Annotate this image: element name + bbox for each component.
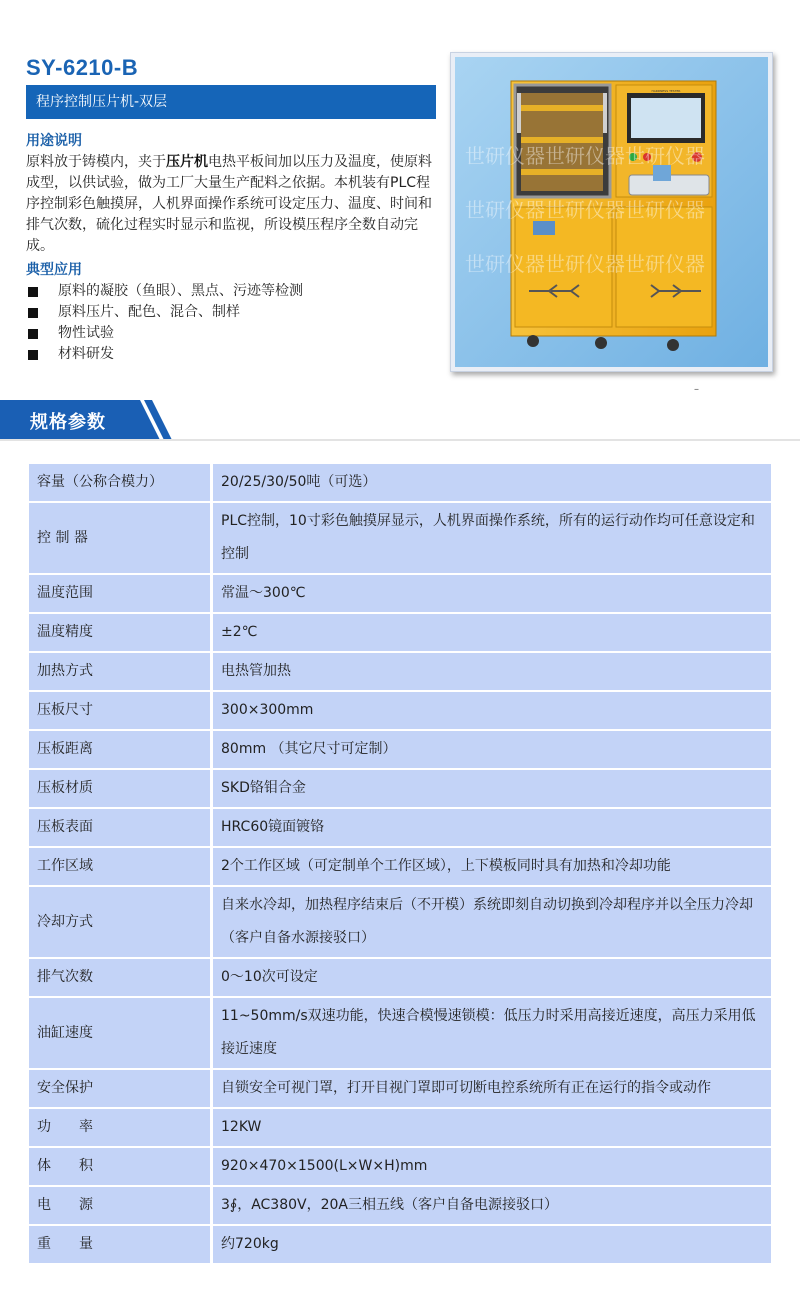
bullet-square-icon (28, 287, 38, 297)
spec-value: PLC控制，10寸彩色触摸屏显示，人机界面操作系统，所有的运行动作均可任意设定和控制 (213, 503, 771, 573)
list-item: 原料的凝胶（鱼眼）、黑点、污迹等检测 (26, 281, 436, 302)
table-row (29, 998, 771, 1068)
bullet-square-icon (28, 329, 38, 339)
usage-title: 用途说明 (26, 133, 82, 149)
list-item: 材料研发 (26, 344, 436, 365)
product-subtitle-bar: 程序控制压片机-双层 (26, 85, 436, 119)
table-row (29, 1148, 771, 1185)
spec-value: 2个工作区域（可定制单个工作区域），上下模板同时具有加热和冷却功能 (213, 848, 771, 885)
table-row (29, 1226, 771, 1263)
spec-value: 约720kg (213, 1226, 771, 1263)
usage-text-pre: 原料放于铸模内，夹于 (26, 154, 166, 170)
table-row (29, 731, 771, 768)
spec-key: 压板距离 (29, 731, 213, 768)
press-machine-illustration (451, 53, 772, 371)
spec-value: 80mm （其它尺寸可定制） (213, 731, 771, 768)
divider (0, 439, 800, 441)
table-row (29, 575, 771, 612)
spec-value: 常温～300℃ (213, 575, 771, 612)
spec-key: 安全保护 (29, 1070, 213, 1107)
table-row (29, 1187, 771, 1224)
spec-key: 温度范围 (29, 575, 213, 612)
table-row (29, 848, 771, 885)
spec-value: 920×470×1500(L×W×H)mm (213, 1148, 771, 1185)
spec-title: 规格参数 (30, 412, 106, 433)
spec-key: 温度精度 (29, 614, 213, 651)
list-item: 原料压片、配色、混合、制样 (26, 302, 436, 323)
photo-caption: – (694, 384, 699, 395)
product-model: SY-6210-B (26, 55, 139, 80)
table-row (29, 959, 771, 996)
spec-key: 压板表面 (29, 809, 213, 846)
table-row (29, 653, 771, 690)
spec-value: 电热管加热 (213, 653, 771, 690)
usage-text-post: 电热平板间加以压力及温度，使原料成型，以供试验，做为工厂大量生产配料之依据。本机装有PLC程序控制彩色触摸屏，人机界面操作系统可设定压力、温度、时间和排气次数，硫化过程实时显示和监视，所设模压程序全数自动完成。 (26, 154, 432, 254)
applications-list (26, 281, 436, 365)
table-row (29, 1109, 771, 1146)
usage-description (26, 152, 436, 257)
spec-key: 容量（公称合模力） (29, 464, 213, 501)
spec-key: 功 率 (29, 1109, 213, 1146)
spec-value: 20/25/30/50吨（可选） (213, 464, 771, 501)
table-row (29, 770, 771, 807)
spec-key: 工作区域 (29, 848, 213, 885)
spec-value: HRC60镜面镀铬 (213, 809, 771, 846)
table-row (29, 692, 771, 729)
watermark-line: 世研仪器世研仪器世研仪器 (465, 252, 705, 276)
table-row (29, 809, 771, 846)
watermark-line: 世研仪器世研仪器世研仪器 (465, 198, 705, 222)
bullet-square-icon (28, 308, 38, 318)
spec-key: 加热方式 (29, 653, 213, 690)
spec-key: 体 积 (29, 1148, 213, 1185)
table-row (29, 614, 771, 651)
spec-value: 0～10次可设定 (213, 959, 771, 996)
spec-key: 压板尺寸 (29, 692, 213, 729)
panel-label: HARDNESS TESTER (651, 89, 681, 93)
spec-key: 电 源 (29, 1187, 213, 1224)
applications-title: 典型应用 (26, 262, 82, 278)
spec-value: 12KW (213, 1109, 771, 1146)
bullet-square-icon (28, 350, 38, 360)
spec-key: 重 量 (29, 1226, 213, 1263)
spec-value: 3∮，AC380V，20A三相五线（客户自备电源接驳口） (213, 1187, 771, 1224)
table-row (29, 503, 771, 573)
spec-key: 油缸速度 (29, 998, 213, 1068)
spec-value: ±2℃ (213, 614, 771, 651)
spec-key: 排气次数 (29, 959, 213, 996)
spec-value: 11~50mm/s双速功能，快速合模慢速锁模：低压力时采用高接近速度，高压力采用低接近速度 (213, 998, 771, 1068)
spec-key: 压板材质 (29, 770, 213, 807)
watermark-line: 世研仪器世研仪器世研仪器 (465, 144, 705, 168)
table-row (29, 464, 771, 501)
product-photo (450, 52, 773, 372)
usage-text-bold: 压片机 (166, 154, 208, 170)
spec-key: 控 制 器 (29, 503, 213, 573)
spec-table (29, 462, 771, 1265)
spec-value: SKD铬钼合金 (213, 770, 771, 807)
list-item: 物性试验 (26, 323, 436, 344)
spec-value: 自锁安全可视门罩，打开目视门罩即可切断电控系统所有正在运行的指令或动作 (213, 1070, 771, 1107)
table-row (29, 887, 771, 957)
spec-value: 自来水冷却，加热程序结束后（不开模）系统即刻自动切换到冷却程序并以全压力冷却（客户自备水源接驳口） (213, 887, 771, 957)
spec-key: 冷却方式 (29, 887, 213, 957)
table-row (29, 1070, 771, 1107)
spec-value: 300×300mm (213, 692, 771, 729)
